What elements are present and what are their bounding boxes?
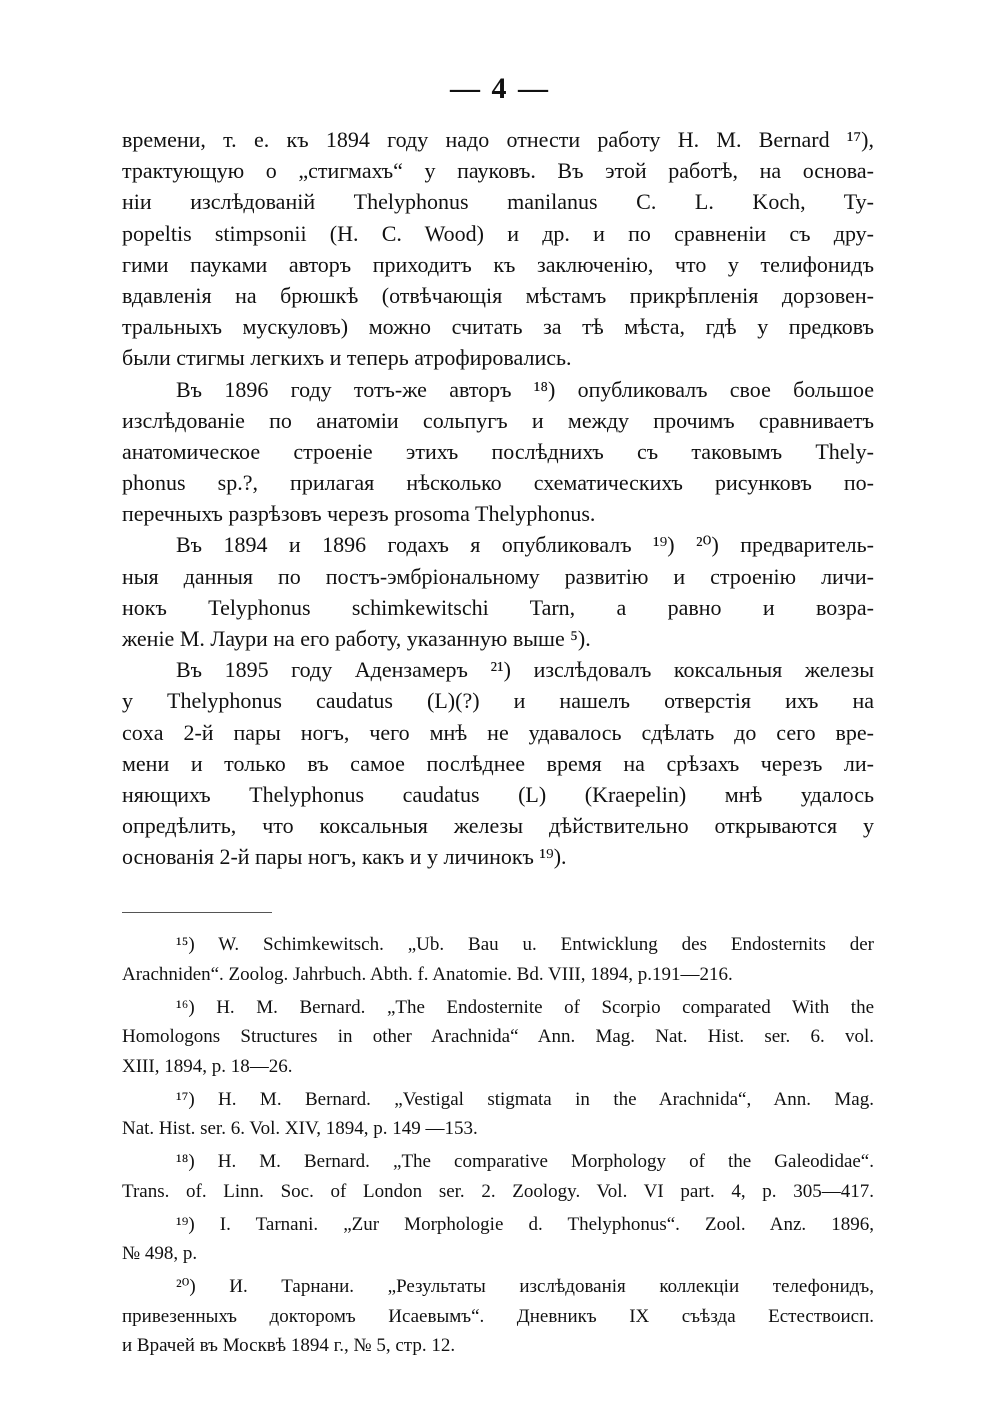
body-line: женіе М. Лаури на его работу, указанную выше ⁵).	[122, 626, 591, 651]
body-line: ніи изслѣдованій Thelyphonus manilanus C. L. Koch, Ty-	[122, 189, 874, 215]
body-line: Въ 1896 году тотъ-же авторъ ¹⁸) опубликовалъ свое большое	[176, 376, 874, 402]
body-line: основанія 2-й пары ногъ, какъ и у личинокъ ¹⁹).	[122, 844, 567, 870]
body-line: были стигмы легкихъ и теперь атрофировались.	[122, 345, 572, 371]
footnote-line: XIII, 1894, p. 18—26.	[122, 1055, 293, 1077]
body-line: нокъ Telyphonus schimkewitschi Tarn, а равно и возра-	[122, 594, 874, 620]
page-number: — 4 —	[450, 72, 550, 105]
body-line: перечныхъ разрѣзовъ черезъ prosoma Thelyphonus.	[122, 501, 596, 527]
footnote-line: ¹⁵) W. Schimkewitsch. „Ub. Bau u. Entwicklung des Endosternits der	[176, 934, 874, 955]
footnote-line: Arachniden“. Zoolog. Jahrbuch. Abth. f. Anatomie. Bd. VIII, 1894, p.191—216.	[122, 963, 733, 985]
body-line: вдавленія на брюшкѣ (отвѣчающія мѣстамъ прикрѣпленія дорзовен-	[122, 282, 874, 308]
footnote-line: ²⁰) И. Тарнани. „Результаты изслѣдованія коллекціи телефонидъ,	[176, 1276, 874, 1297]
footnote-line: ¹⁶) H. M. Bernard. „The Endosternite of Scorpio comparated With the	[176, 996, 874, 1018]
body-line: опредѣлить, что коксальныя железы дѣйствительно открываются у	[122, 813, 874, 839]
body-line: няющихъ Thelyphonus caudatus (L) (Kraepelin) мнѣ удалось	[122, 781, 874, 807]
footnote-17	[122, 1085, 874, 1144]
body-line: Въ 1894 и 1896 годахъ я опубликовалъ ¹⁹) ²⁰) предваритель-	[176, 532, 874, 558]
footnote-20	[122, 1272, 874, 1361]
body-line: Въ 1895 году Адензамеръ ²¹) изслѣдовалъ коксальныя железы	[176, 657, 874, 683]
body-line: трактующую о „стигмахъ“ у пауковъ. Въ этой работѣ, на основа-	[122, 158, 874, 184]
footnote-15	[122, 930, 874, 989]
body-line: popeltis stimpsonii (H. C. Wood) и др. и по сравненіи съ дру-	[122, 220, 874, 246]
body-line: времени, т. е. къ 1894 году надо отнести работу H. M. Bernard ¹⁷),	[122, 127, 874, 152]
footnote-19	[122, 1210, 874, 1269]
footnote-16	[122, 993, 874, 1082]
body-text	[122, 124, 874, 873]
body-line: phonus sp.?, прилагая нѣсколько схематическихъ рисунковъ по-	[122, 470, 874, 496]
body-line: гими пауками авторъ приходитъ къ заключенію, что у телифонидъ	[122, 251, 874, 277]
footnote-line: Trans. of. Linn. Soc. of London ser. 2. Zoology. Vol. VI part. 4, p. 305—417.	[122, 1180, 874, 1202]
footnote-line: ¹⁷) H. M. Bernard. „Vestigal stigmata in the Arachnida“, Ann. Mag.	[176, 1088, 874, 1110]
body-line: тральныхъ мускуловъ) можно считать за тѣ мѣста, гдѣ у предковъ	[122, 314, 874, 340]
footnote-line: и Врачей въ Москвѣ 1894 г., № 5, стр. 12.	[122, 1335, 456, 1356]
footnotes	[122, 930, 874, 1361]
footnote-18	[122, 1147, 874, 1206]
body-line: анатомическое строеніе этихъ послѣднихъ съ таковымъ Thely-	[122, 438, 874, 464]
body-line: изслѣдованіе по анатоміи сольпугъ и между прочимъ сравниваетъ	[122, 407, 874, 433]
footnote-line: привезенныхъ докторомъ Исаевымъ“. Дневникъ IX съѣзда Естествоисп.	[122, 1305, 874, 1327]
footnote-line: Nat. Hist. ser. 6. Vol. XIV, 1894, p. 149 —153.	[122, 1118, 478, 1139]
footnote-line: ¹⁸) H. M. Bernard. „The comparative Morphology of the Galeodidae“.	[176, 1151, 874, 1172]
body-line: ныя данныя по постъ-эмбріональному развитію и строенію личи-	[122, 563, 874, 589]
body-line: у Thelyphonus caudatus (L)(?) и нашелъ отверстія ихъ на	[122, 688, 874, 714]
body-line: мени и только въ самое послѣднее время на срѣзахъ черезъ ли-	[122, 750, 874, 776]
footnote-line: Homologons Structures in other Arachnida“ Ann. Mag. Nat. Hist. ser. 6. vol.	[122, 1026, 874, 1047]
body-line: coxa 2-й пары ногъ, чего мнѣ не удавалось сдѣлать до сего вре-	[122, 719, 874, 745]
footnote-line: № 498, p.	[122, 1243, 198, 1264]
footnote-line: ¹⁹) I. Tarnani. „Zur Morphologie d. Thelyphonus“. Zool. Anz. 1896,	[176, 1213, 874, 1235]
footnote-divider	[122, 912, 272, 913]
